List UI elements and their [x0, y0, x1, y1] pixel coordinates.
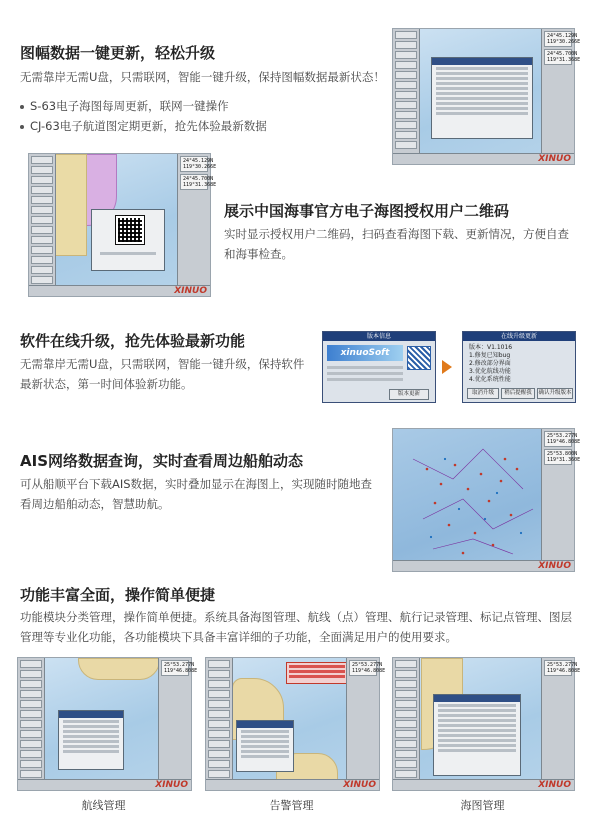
right-info-panel: 25°53.277N 119°46.808E — [541, 658, 574, 780]
bullet-item: S-63电子海图每周更新，联网一键操作 — [20, 98, 229, 114]
left-menu-panel — [393, 29, 420, 154]
left-menu-panel — [18, 658, 45, 780]
alarm-dialog — [236, 720, 294, 772]
left-menu-panel — [29, 154, 56, 286]
caption-alarm-management: 告警管理 — [269, 799, 314, 812]
left-menu-panel — [393, 658, 420, 780]
section-title-chart-update: 图幅数据一键更新，轻松升级 — [20, 44, 216, 62]
qr-code-icon — [407, 346, 431, 370]
update-dialog — [431, 57, 533, 139]
section-text-software-upgrade: 无需靠岸无需U盘，只需联网，智能一键升级，保持软件最新状态，第一时间体验新功能。 — [20, 357, 305, 391]
alarm-list-panel — [286, 662, 348, 684]
section-text-chart-update: 无需靠岸无需U盘，只需联网，智能一键升级，保持图幅数据最新状态！ — [20, 70, 385, 84]
screenshot-alarm-management — [205, 657, 386, 791]
screenshot-route-management — [17, 657, 198, 791]
right-info-panel: 25°53.277N 119°46.808E — [158, 658, 191, 780]
xinuo-logo: XINUO — [538, 154, 571, 164]
route-list-dialog — [58, 710, 124, 770]
version-update-button[interactable]: 版本更新 — [389, 389, 429, 400]
brand-banner: xinuoSoft — [327, 345, 403, 361]
cancel-upgrade-button[interactable]: 取消升级 — [467, 388, 499, 399]
qr-code-icon — [116, 216, 144, 244]
section-title-qr-code: 展示中国海事官方电子海图授权用户二维码 — [224, 202, 510, 220]
right-info-panel: 25°53.277N 119°46.808E 25°53.800N 119°31.360E — [541, 429, 574, 561]
left-menu-panel — [206, 658, 233, 780]
section-text-ais: 可从船顺平台下载AIS数据，实时叠加显示在海图上，实现随时随地查看周边船舶动态，智慧助航。 — [20, 477, 373, 511]
right-info-panel: 24°45.129N 119°30.266E 24°45.700N 119°31.368E — [177, 154, 210, 286]
right-info-panel: 24°45.129N 119°30.266E 24°45.700N 119°31.368E — [541, 29, 574, 154]
arrow-right-icon — [442, 360, 452, 374]
section-text-qr-code: 实时显示授权用户二维码，扫码查看海图下载、更新情况，方便自查和海事检查。 — [224, 227, 569, 261]
screenshot-chart-update — [392, 28, 581, 165]
version-info-window: 版本信息 xinuoSoft 版本更新 — [322, 331, 436, 403]
online-upgrade-window: 在线升级更新 版本：V1.1016 1.修复已知bug 2.修改部分界面 3.优化航线功能 4.优化系统性能 取消升级 稍后提醒我 确认升级版本 — [462, 331, 576, 403]
bullet-dot-icon — [20, 125, 24, 129]
bullet-dot-icon — [20, 105, 24, 109]
xinuo-logo: XINUO — [155, 780, 188, 790]
section-title-features: 功能丰富全面，操作简单便捷 — [20, 586, 216, 604]
caption-route-management: 航线管理 — [81, 799, 126, 812]
section-title-software-upgrade: 软件在线升级，抢先体验最新功能 — [20, 332, 246, 350]
screenshot-chart-management — [392, 657, 581, 791]
right-info-panel: 25°53.277N 119°46.808E — [346, 658, 379, 780]
section-text-features: 功能模块分类管理，操作简单便捷。系统具备海图管理、航线（点）管理、航行记录管理、标记点管理、图层管理等专业化功能，各功能模块下具备丰富详细的子功能，全面满足用户的使用要求。 — [20, 610, 572, 644]
xinuo-logo: XINUO — [174, 286, 207, 296]
confirm-upgrade-button[interactable]: 确认升级版本 — [537, 388, 573, 399]
xinuo-logo: XINUO — [538, 561, 571, 571]
bullet-item: CJ-63电子航道图定期更新，抢先体验最新数据 — [20, 118, 267, 134]
remind-later-button[interactable]: 稍后提醒我 — [501, 388, 535, 399]
chart-list-dialog — [433, 694, 521, 776]
screenshot-qr-code — [28, 153, 217, 297]
section-title-ais: AIS网络数据查询，实时查看周边船舶动态 — [20, 452, 303, 470]
xinuo-logo: XINUO — [343, 780, 376, 790]
screenshot-ais — [392, 428, 581, 572]
xinuo-logo: XINUO — [538, 780, 571, 790]
qr-code-dialog — [91, 209, 165, 271]
caption-chart-management: 海图管理 — [460, 799, 505, 812]
